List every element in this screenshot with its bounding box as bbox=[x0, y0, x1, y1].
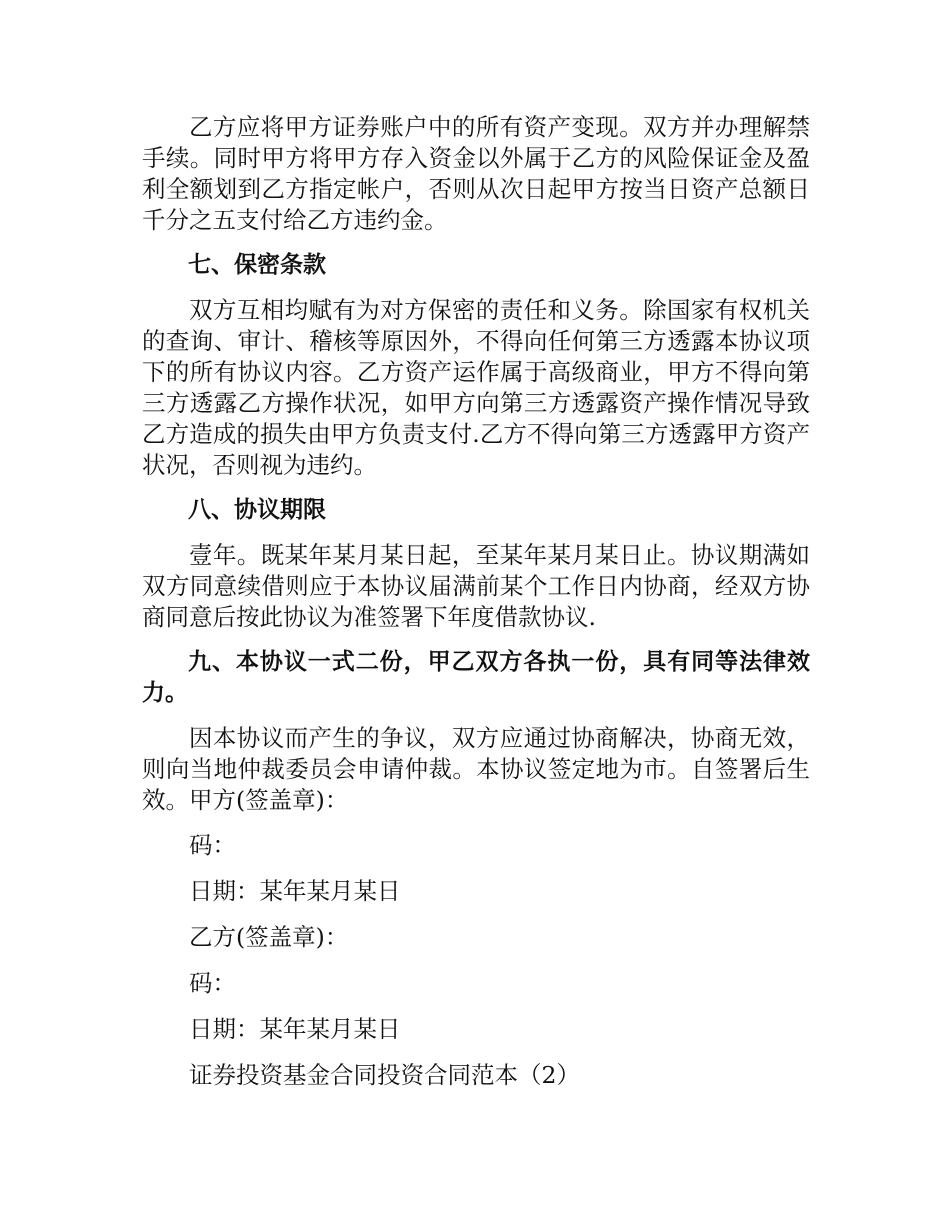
section-heading-confidentiality: 七、保密条款 bbox=[188, 252, 326, 278]
paragraph-confidentiality: 双方互相均赋有为对方保密的责任和义务。除国家有权机关的查询、审计、稽核等原因外，不得向任何第三方透露本协议项下的所有协议内容。乙方资产运作属于高级商业，甲方不得向第三方透露乙方操作状况，如甲方向第三方透露资产操作情况导致乙方造成的损失由甲方负责支付.乙方不得向第三方透露甲方资产状况，否则视为违约。 bbox=[142, 296, 810, 479]
paragraph-asset-liquidation: 乙方应将甲方证券账户中的所有资产变现。双方并办理解禁手续。同时甲方将甲方存入资金以外属于乙方的风险保证金及盈利全额划到乙方指定帐户，否则从次日起甲方按当日资产总额日千分之五支付给乙方违约金。 bbox=[142, 113, 810, 234]
section-heading-term: 八、协议期限 bbox=[188, 497, 326, 523]
next-document-title: 证券投资基金合同投资合同范本（2） bbox=[189, 1061, 580, 1089]
paragraph-term: 壹年。既某年某月某日起，至某年某月某日止。协议期满如双方同意续借则应于本协议届满前某个工作日内协商，经双方协商同意后按此协议为准签署下年度借款协议. bbox=[142, 541, 810, 631]
party-a-code-line: 码： bbox=[189, 831, 236, 859]
party-b-code-line: 码： bbox=[189, 969, 236, 997]
paragraph-dispute: 因本协议而产生的争议，双方应通过协商解决，协商无效，则向当地仲裁委员会申请仲裁。本协议签定地为市。自签署后生效。甲方(签盖章)： bbox=[142, 724, 810, 814]
section-heading-copies: 九、本协议一式二份，甲乙双方各执一份，具有同等法律效力。 bbox=[142, 649, 810, 706]
party-b-signature-line: 乙方(签盖章)： bbox=[189, 923, 349, 951]
document-page bbox=[142, 112, 810, 1106]
party-a-date-line: 日期：某年某月某日 bbox=[189, 877, 401, 905]
party-b-date-line: 日期：某年某月某日 bbox=[189, 1015, 401, 1043]
